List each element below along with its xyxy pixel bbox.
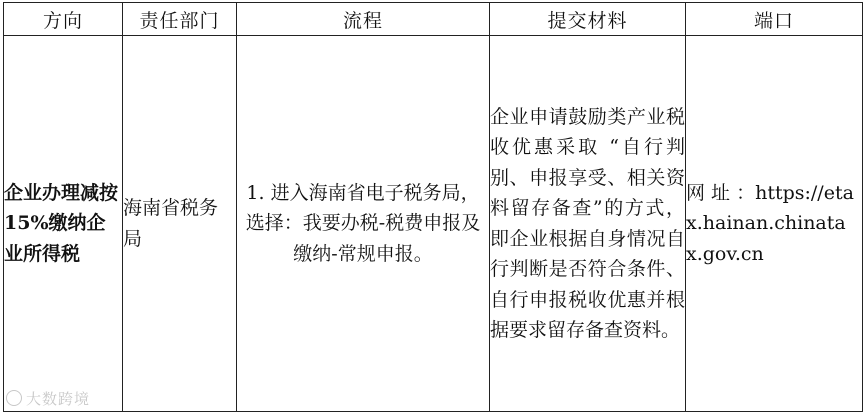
header-materials: 提交材料 — [490, 3, 686, 36]
watermark-logo-icon — [6, 390, 22, 406]
header-portal: 端口 — [686, 3, 863, 36]
watermark-text: 大数跨境 — [26, 390, 91, 408]
watermark — [6, 388, 90, 409]
policy-table — [3, 2, 863, 412]
cell-portal: 网 址 ：https://etax.hainan.chinatax.gov.cn — [686, 36, 863, 412]
cell-materials: 企业申请鼓励类产业税收优惠采取 “自行判别、申报享受、相关资料留存备查”的方式，即企业根据自身情况自行判断是否符合条件、自行申报税收优惠并根据要求留存备查资料。 — [490, 36, 686, 412]
table-row — [4, 36, 863, 412]
header-direction: 方向 — [4, 3, 123, 36]
cell-process: 1. 进入海南省电子税务局，选择：我要办税-税费申报及缴纳-常规申报。 — [237, 36, 490, 412]
cell-department: 海南省税务局 — [123, 36, 237, 412]
header-process: 流程 — [237, 3, 490, 36]
header-department: 责任部门 — [123, 3, 237, 36]
header-row — [4, 3, 863, 36]
cell-direction: 企业办理减按15%缴纳企业所得税 — [4, 36, 123, 412]
